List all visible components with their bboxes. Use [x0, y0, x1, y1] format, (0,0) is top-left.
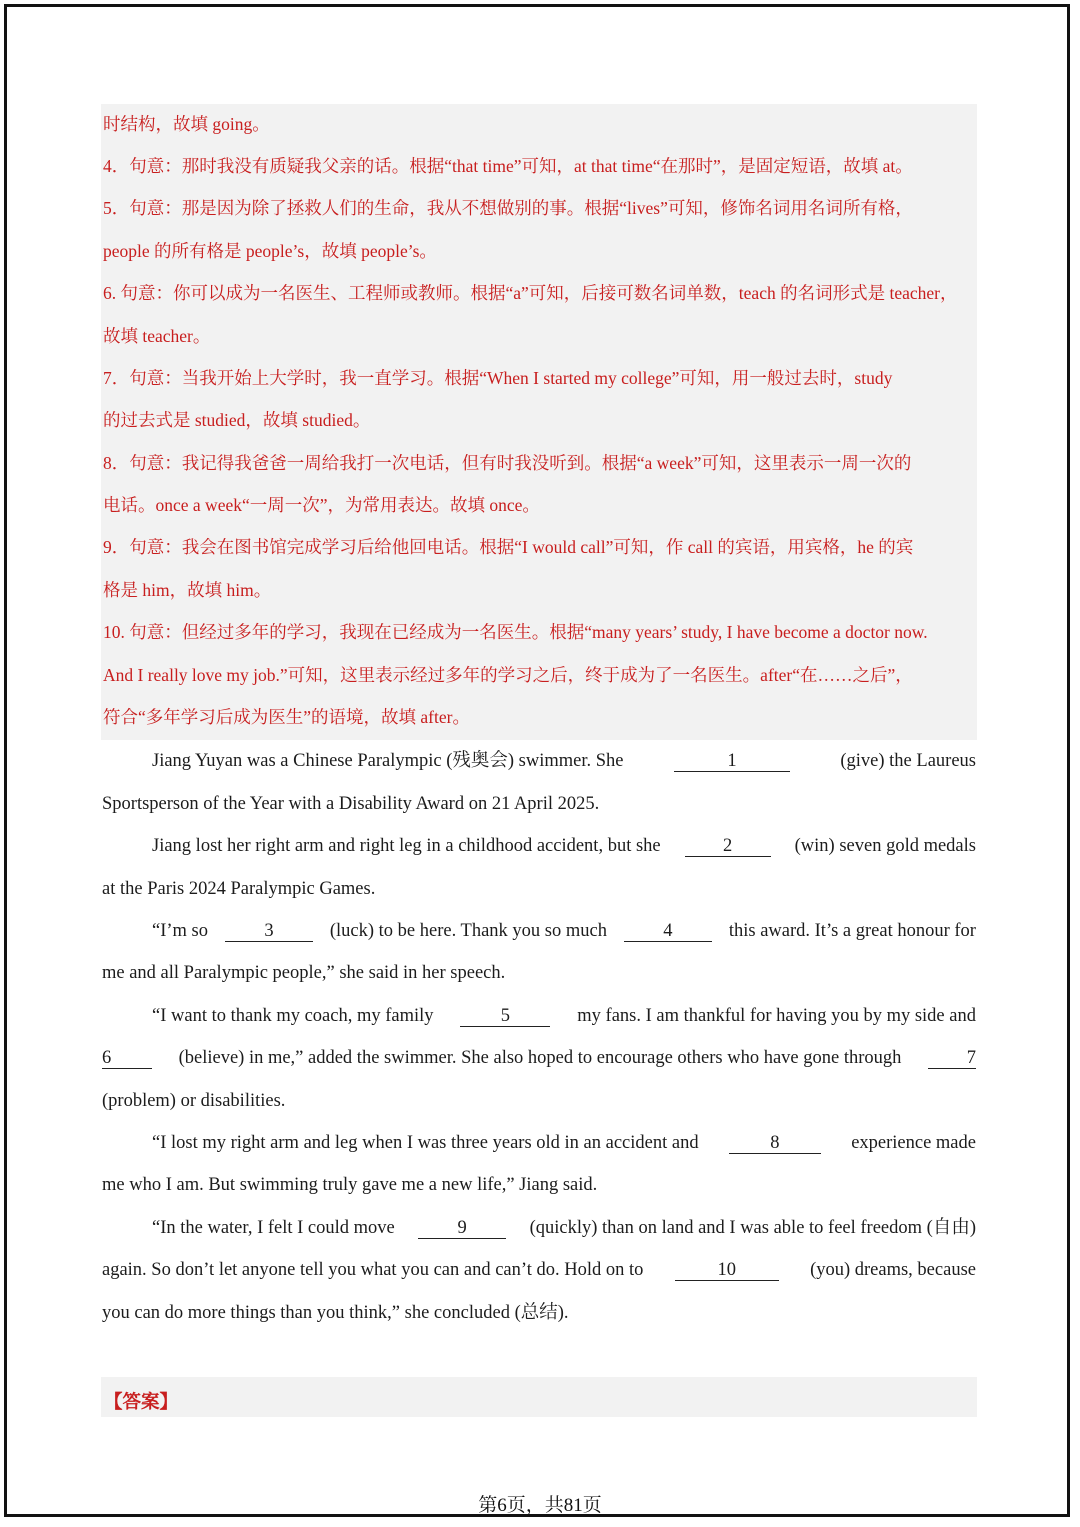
- blank-10[interactable]: 10: [675, 1261, 779, 1281]
- passage-line: Jiang lost her right arm and right leg in a childhood accident, but she 2 (win) seven gold medals: [152, 836, 976, 856]
- blank-9[interactable]: 9: [418, 1219, 506, 1239]
- passage-line: me who I am. But swimming truly gave me a new life,” Jiang said.: [102, 1175, 598, 1195]
- explanation-line: 7．句意：当我开始上大学时，我一直学习。根据“When I started my college”可知，用一般过去时，study: [103, 368, 893, 388]
- explanation-line: 格是 him，故填 him。: [103, 580, 272, 600]
- explanation-line: 6. 句意：你可以成为一名医生、工程师或教师。根据“a”可知，后接可数名词单数，teach 的名词形式是 teacher，: [103, 283, 958, 303]
- passage-line: 6 (believe) in me,” added the swimmer. She also hoped to encourage others who have gone through 7: [102, 1048, 976, 1068]
- explanation-line: 10. 句意：但经过多年的学习，我现在已经成为一名医生。根据“many years’ study, I have become a doctor now.: [103, 622, 928, 642]
- blank-3[interactable]: 3: [225, 922, 313, 942]
- explanation-line: 5．句意：那是因为除了拯救人们的生命，我从不想做别的事。根据“lives”可知，修饰名词用名词所有格，: [103, 198, 913, 218]
- blank-1[interactable]: 1: [674, 752, 790, 772]
- explanation-line: 4．句意：那时我没有质疑我父亲的话。根据“that time”可知，at that time“在那时”，是固定短语，故填 at。: [103, 156, 913, 176]
- explanation-line: And I really love my job.”可知，这里表示经过多年的学习之后，终于成为了一名医生。after“在……之后”，: [103, 665, 913, 685]
- explanation-line: 8．句意：我记得我爸爸一周给我打一次电话，但有时我没听到。根据“a week”可知，这里表示一周一次的: [103, 453, 912, 473]
- blank-8[interactable]: 8: [729, 1134, 821, 1154]
- explanation-line: 9．句意：我会在图书馆完成学习后给他回电话。根据“I would call”可知，作 call 的宾语，用宾格，he 的宾: [103, 537, 914, 557]
- passage-line: again. So don’t let anyone tell you what you can and can’t do. Hold on to 10 (you) dreams, because: [102, 1260, 976, 1280]
- passage-line: you can do more things than you think,” she concluded (总结).: [102, 1303, 569, 1323]
- passage-line: me and all Paralympic people,” she said in her speech.: [102, 963, 506, 983]
- explanation-line: 时结构，故填 going。: [103, 114, 270, 134]
- explanation-line: people 的所有格是 people’s，故填 people’s。: [103, 241, 437, 261]
- blank-7[interactable]: 7: [928, 1049, 976, 1069]
- passage-line: “I lost my right arm and leg when I was three years old in an accident and 8 experience made: [152, 1133, 976, 1153]
- blank-6[interactable]: 6: [102, 1049, 152, 1069]
- answer-tag-box: [101, 1377, 977, 1417]
- passage-line: Jiang Yuyan was a Chinese Paralympic (残奥会) swimmer. She 1 (give) the Laureus: [152, 751, 976, 771]
- passage-line: at the Paris 2024 Paralympic Games.: [102, 879, 376, 899]
- explanation-line: 的过去式是 studied，故填 studied。: [103, 410, 371, 430]
- blank-4[interactable]: 4: [624, 922, 712, 942]
- blank-2[interactable]: 2: [685, 837, 771, 857]
- passage-line: (problem) or disabilities.: [102, 1091, 286, 1111]
- page-number: 第6页，共81页: [478, 1495, 602, 1516]
- explanation-line: 符合“多年学习后成为医生”的语境，故填 after。: [103, 707, 470, 727]
- passage-line: Sportsperson of the Year with a Disability Award on 21 April 2025.: [102, 794, 600, 814]
- answer-tag: 【答案】: [104, 1392, 179, 1413]
- explanation-line: 故填 teacher。: [103, 326, 211, 346]
- blank-5[interactable]: 5: [460, 1007, 550, 1027]
- passage-line: “In the water, I felt I could move 9 (quickly) than on land and I was able to feel freedom (自由): [152, 1218, 976, 1238]
- passage-line: “I’m so 3 (luck) to be here. Thank you so much 4 this award. It’s a great honour for: [152, 921, 976, 941]
- explanation-line: 电话。once a week“一周一次”，为常用表达。故填 once。: [103, 495, 540, 515]
- passage-line: “I want to thank my coach, my family 5 my fans. I am thankful for having you by my side and: [152, 1006, 976, 1026]
